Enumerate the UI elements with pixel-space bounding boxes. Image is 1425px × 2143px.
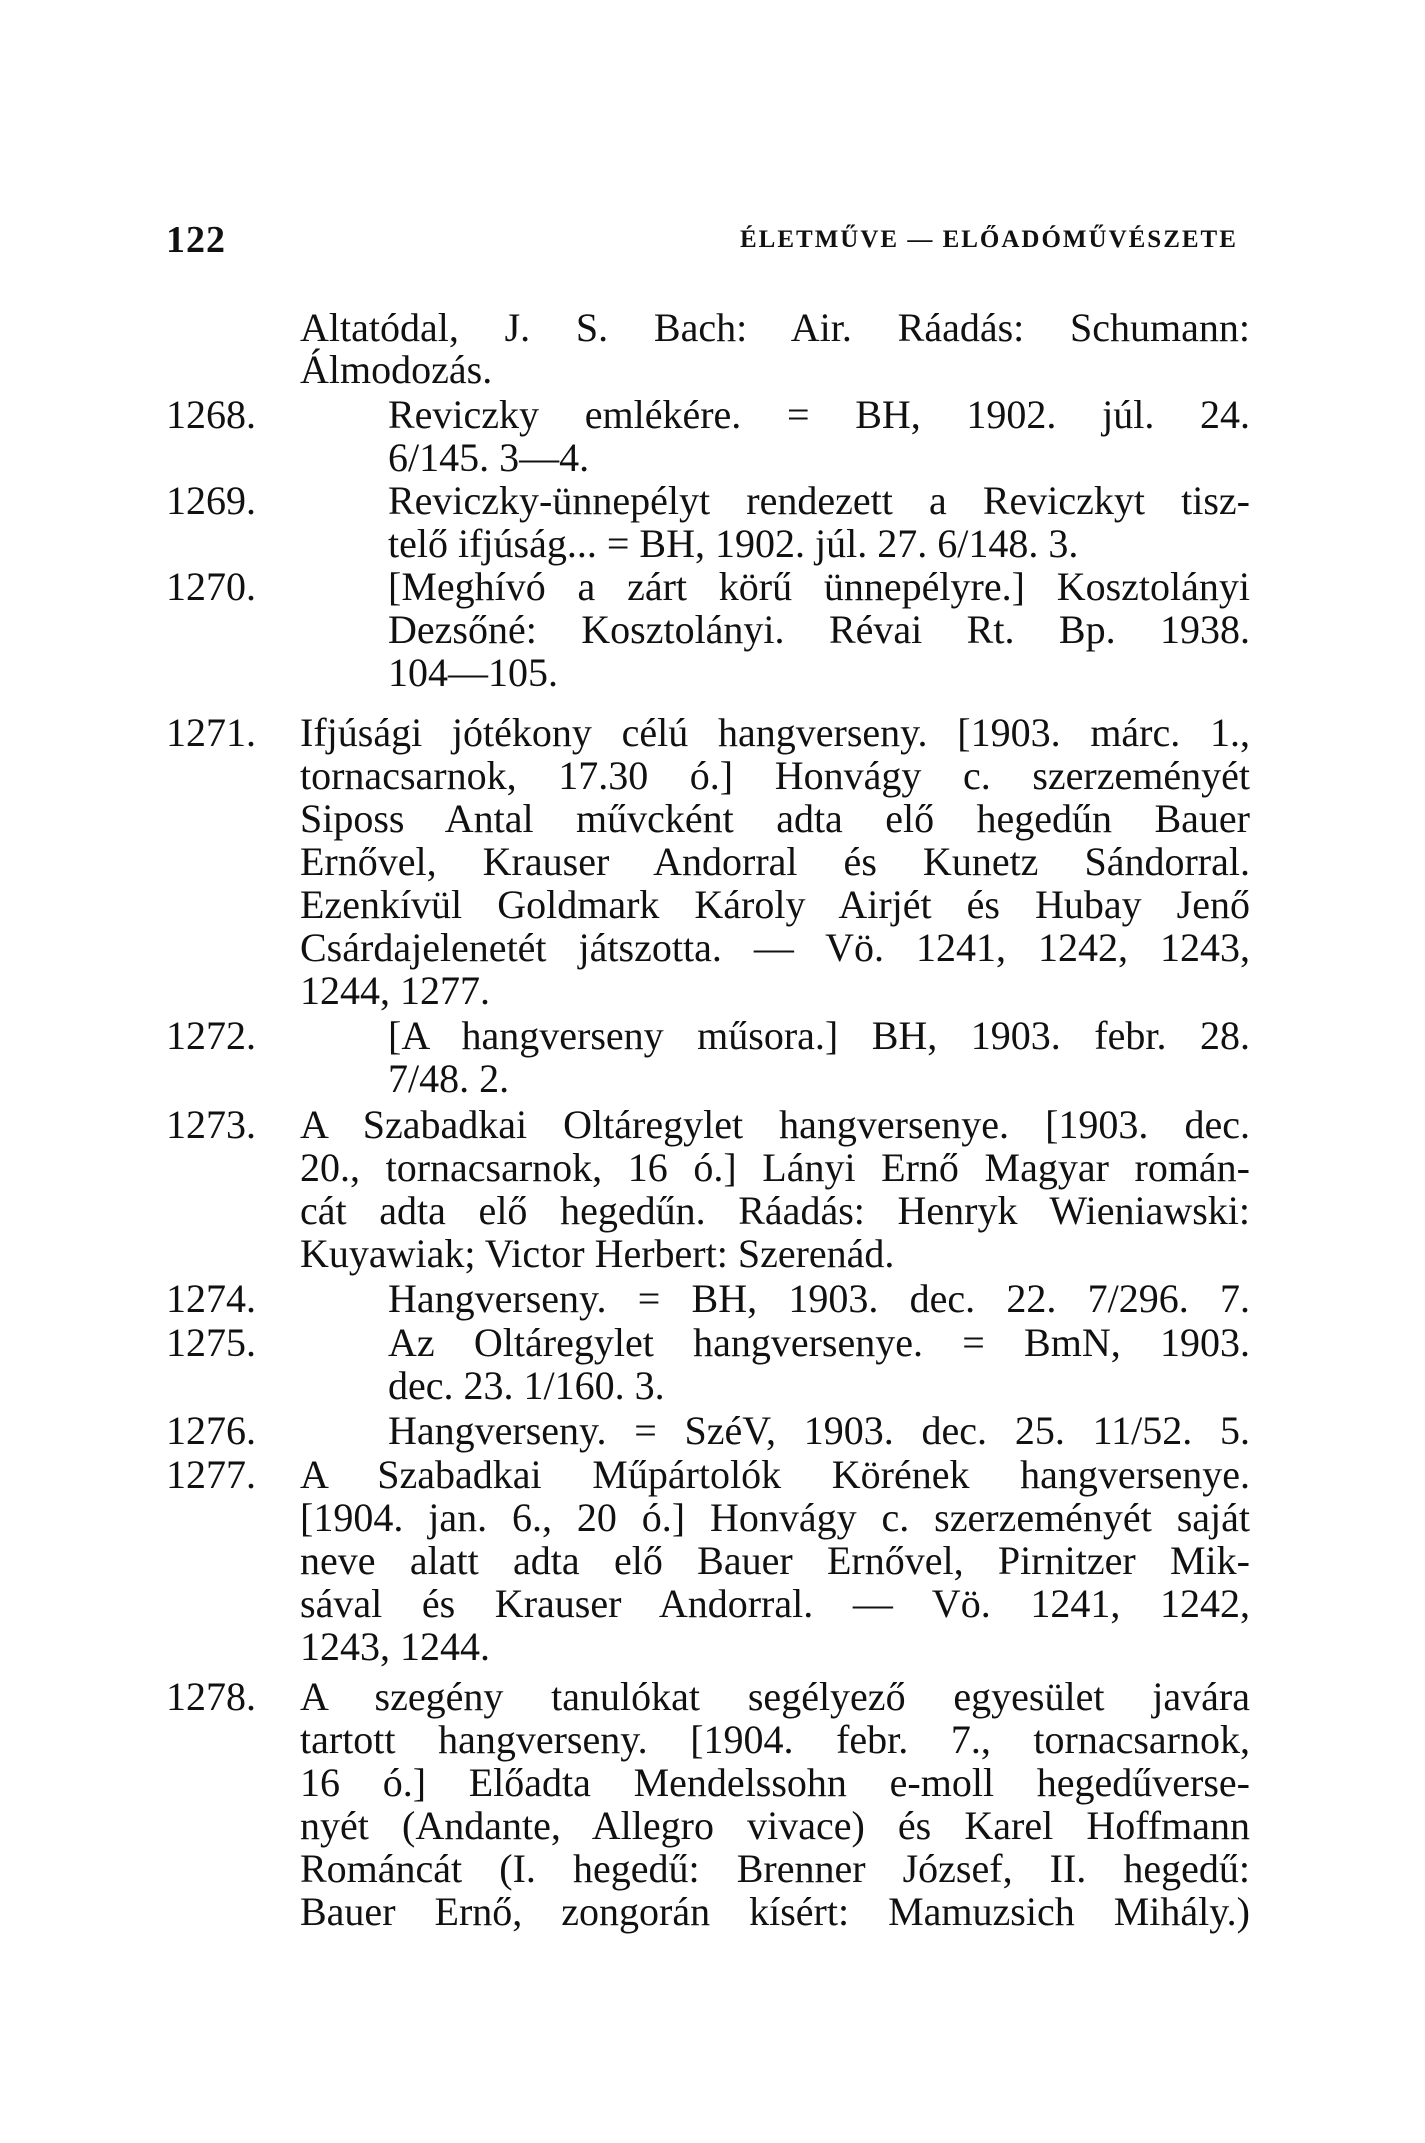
entry-line: [Meghívó a zárt körű ünnepélyre.] Kosztolányi bbox=[388, 564, 1250, 609]
entry-line: 7/48. 2. bbox=[388, 1056, 510, 1101]
entry-line: Reviczky-ünnepélyt rendezett a Reviczkyt tisz- bbox=[388, 478, 1250, 523]
entry-line: Hangverseny. = BH, 1903. dec. 22. 7/296. 7. bbox=[388, 1276, 1250, 1321]
entry-line: Ifjúsági jótékony célú hangverseny. [1903. márc. 1., bbox=[300, 710, 1250, 755]
entry-number: 1276. bbox=[166, 1408, 256, 1453]
running-head: ÉLETMŰVE — ELŐADÓMŰVÉSZETE bbox=[740, 226, 1238, 253]
entry-number: 1275. bbox=[166, 1320, 256, 1365]
entry-line: 104—105. bbox=[388, 650, 558, 695]
entry-line: [1904. jan. 6., 20 ó.] Honvágy c. szerzeményét saját bbox=[300, 1495, 1250, 1540]
entry-number: 1274. bbox=[166, 1276, 256, 1321]
entry-number: 1271. bbox=[166, 710, 256, 755]
entry-line: Ezenkívül Goldmark Károly Airjét és Hubay Jenő bbox=[300, 882, 1250, 927]
entry-number: 1272. bbox=[166, 1013, 256, 1058]
entry-line: Kuyawiak; Victor Herbert: Szerenád. bbox=[300, 1231, 895, 1276]
entry-line: Bauer Ernő, zongorán kísért: Mamuzsich Mihály.) bbox=[300, 1889, 1250, 1934]
entry-line: Románcát (I. hegedű: Brenner József, II. hegedű: bbox=[300, 1846, 1250, 1891]
entry-line: Ernővel, Krauser Andorral és Kunetz Sándorral. bbox=[300, 839, 1250, 884]
entry-line: sával és Krauser Andorral. — Vö. 1241, 1242, bbox=[300, 1581, 1250, 1626]
entry-number: 1277. bbox=[166, 1452, 256, 1497]
entry-line: 1244, 1277. bbox=[300, 968, 490, 1013]
entry-line: dec. 23. 1/160. 3. bbox=[388, 1363, 665, 1408]
entry-line: Álmodozás. bbox=[300, 347, 493, 392]
entry-line: Reviczky emlékére. = BH, 1902. júl. 24. bbox=[388, 392, 1250, 437]
entry-line: Csárdajelenetét játszotta. — Vö. 1241, 1242, 1243, bbox=[300, 925, 1250, 970]
entry-line: Az Oltáregylet hangversenye. = BmN, 1903. bbox=[388, 1320, 1250, 1365]
page-number: 122 bbox=[166, 219, 226, 261]
entry-line: A szegény tanulókat segélyező egyesület javára bbox=[300, 1674, 1250, 1719]
entry-line: [A hangverseny műsora.] BH, 1903. febr. 28. bbox=[388, 1013, 1250, 1058]
entry-line: 20., tornacsarnok, 16 ó.] Lányi Ernő Magyar román- bbox=[300, 1145, 1250, 1190]
entry-line: 1243, 1244. bbox=[300, 1624, 490, 1669]
entry-number: 1270. bbox=[166, 564, 256, 609]
entry-line: tornacsarnok, 17.30 ó.] Honvágy c. szerzeményét bbox=[300, 753, 1250, 798]
entry-line: Siposs Antal művcként adta elő hegedűn Bauer bbox=[300, 796, 1250, 841]
entry-line: A Szabadkai Oltáregylet hangversenye. [1903. dec. bbox=[300, 1102, 1250, 1147]
entry-line: 16 ó.] Előadta Mendelssohn e-moll hegedűverse- bbox=[300, 1760, 1250, 1805]
entry-line: Altatódal, J. S. Bach: Air. Ráadás: Schumann: bbox=[300, 305, 1250, 350]
entry-line: neve alatt adta elő Bauer Ernővel, Pirnitzer Mik- bbox=[300, 1538, 1250, 1583]
entry-line: nyét (Andante, Allegro vivace) és Karel Hoffmann bbox=[300, 1803, 1250, 1848]
entry-line: 6/145. 3—4. bbox=[388, 435, 590, 480]
entry-number: 1273. bbox=[166, 1102, 256, 1147]
entry-line: A Szabadkai Műpártolók Körének hangversenye. bbox=[300, 1452, 1250, 1497]
entry-number: 1278. bbox=[166, 1674, 256, 1719]
entry-line: cát adta elő hegedűn. Ráadás: Henryk Wieniawski: bbox=[300, 1188, 1250, 1233]
entry-line: telő ifjúság... = BH, 1902. júl. 27. 6/148. 3. bbox=[388, 521, 1079, 566]
entry-line: tartott hangverseny. [1904. febr. 7., tornacsarnok, bbox=[300, 1717, 1250, 1762]
entry-number: 1268. bbox=[166, 392, 256, 437]
entry-line: Dezsőné: Kosztolányi. Révai Rt. Bp. 1938. bbox=[388, 607, 1250, 652]
entry-number: 1269. bbox=[166, 478, 256, 523]
entry-line: Hangverseny. = SzéV, 1903. dec. 25. 11/52. 5. bbox=[388, 1408, 1250, 1453]
